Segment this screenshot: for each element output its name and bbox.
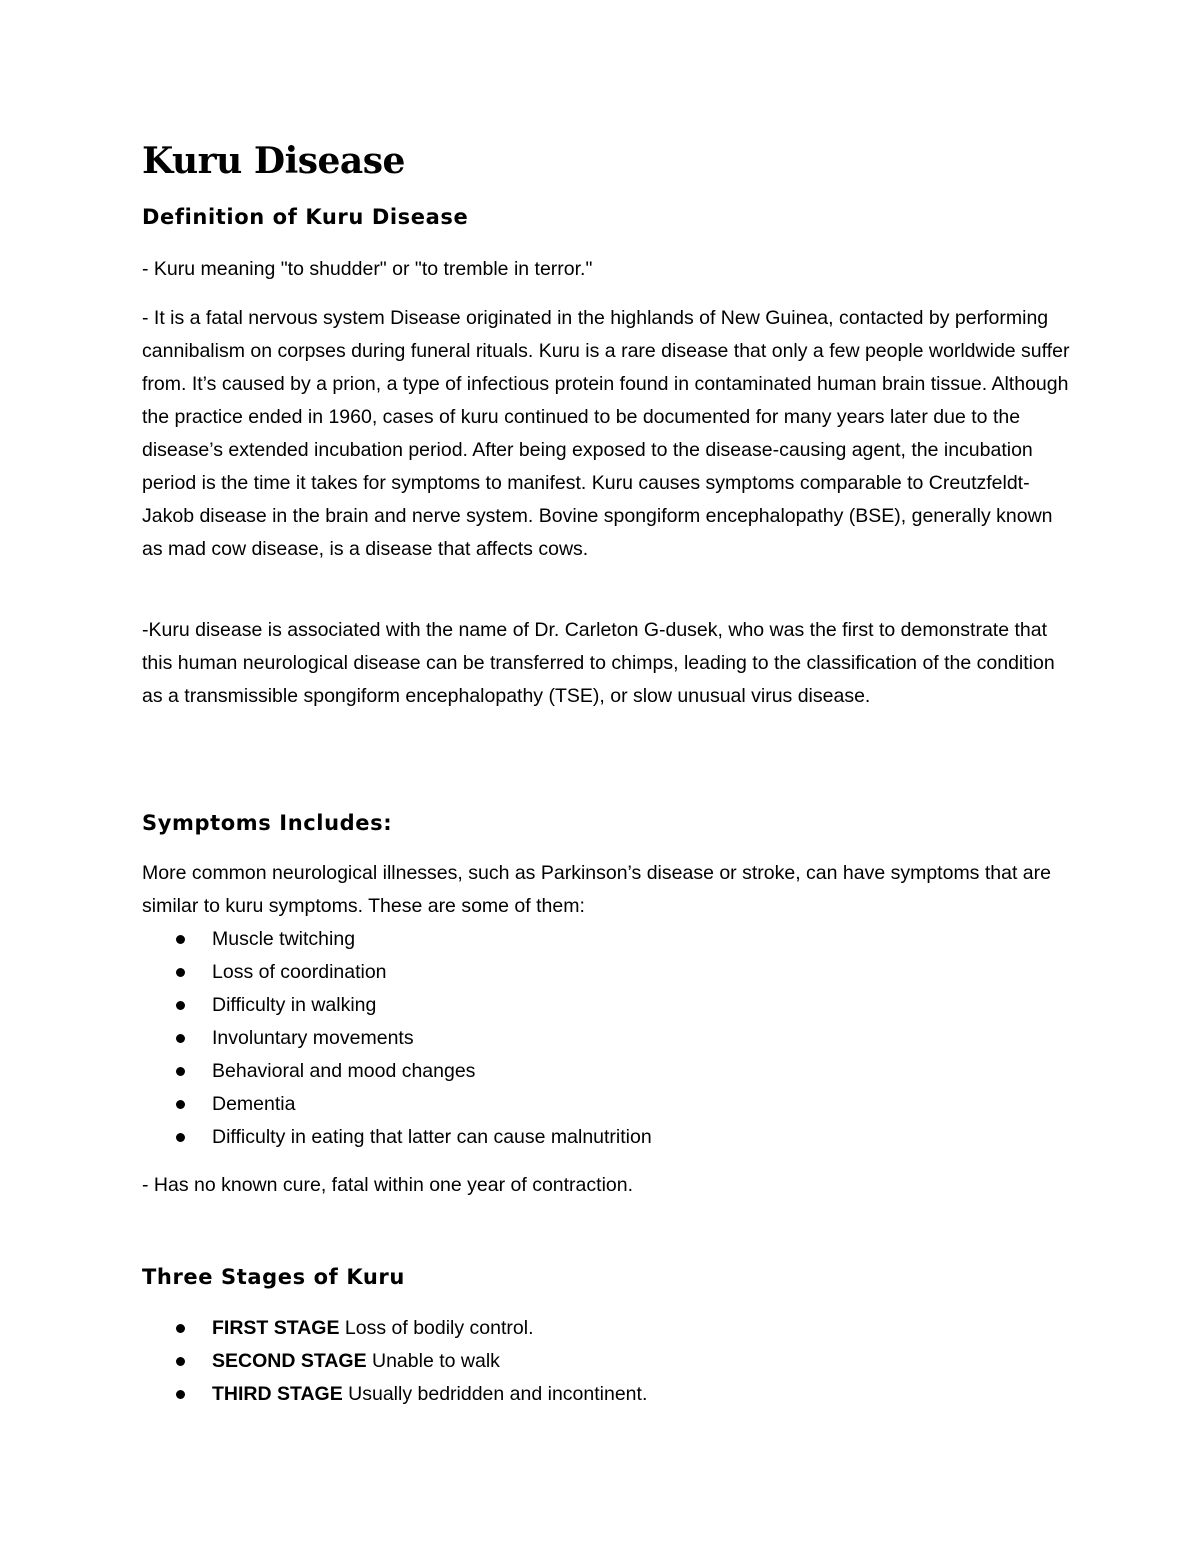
- stages-heading: Three Stages of Kuru: [142, 1265, 405, 1289]
- bullet-icon: [176, 935, 185, 944]
- symptoms-heading: Symptoms Includes:: [142, 811, 393, 835]
- definition-paragraph-history: -Kuru disease is associated with the name of Dr. Carleton G-dusek, who was the first to demonstrate that this human neurological disease can be transferred to chimps, leading to the classification of the condition as a transmissible spongiform encephalopathy (TSE), or slow unusual virus disease.: [142, 619, 1055, 707]
- list-item: Loss of coordination: [142, 956, 652, 989]
- stages-list: [142, 1312, 647, 1411]
- list-item: Difficulty in walking: [142, 989, 652, 1022]
- list-item: Muscle twitching: [142, 923, 652, 956]
- list-item: Behavioral and mood changes: [142, 1055, 652, 1088]
- stage-item-second: SECOND STAGE Unable to walk: [142, 1345, 647, 1378]
- symptoms-list: [142, 923, 652, 1154]
- bullet-icon: [176, 1100, 185, 1109]
- bullet-icon: [176, 1067, 185, 1076]
- document-title: Kuru Disease: [142, 140, 405, 182]
- stage-item-first: FIRST STAGE Loss of bodily control.: [142, 1312, 647, 1345]
- bullet-icon: [176, 1133, 185, 1142]
- definition-paragraph-description: - It is a fatal nervous system Disease originated in the highlands of New Guinea, contacted by performing cannibalism on corpses during funeral rituals. Kuru is a rare disease that only a few people worldwide suffer from. It’s caused by a prion, a type of infectious protein found in contaminated human brain tissue. Although the practice ended in 1960, cases of kuru continued to be documented for many years later due to the disease’s extended incubation period. After being exposed to the disease-causing agent, the incubation period is the time it takes for symptoms to manifest. Kuru causes symptoms comparable to Creutzfeldt-Jakob disease in the brain and nerve system. Bovine spongiform encephalopathy (BSE), generally known as mad cow disease, is a disease that affects cows.: [142, 307, 1070, 560]
- stage-item-third: THIRD STAGE Usually bedridden and incontinent.: [142, 1378, 647, 1411]
- definition-heading: Definition of Kuru Disease: [142, 205, 469, 229]
- bullet-icon: [176, 1357, 185, 1366]
- symptoms-note: - Has no known cure, fatal within one year of contraction.: [142, 1174, 634, 1196]
- bullet-icon: [176, 968, 185, 977]
- definition-paragraph-meaning: - Kuru meaning "to shudder" or "to tremble in terror.": [142, 258, 593, 280]
- bullet-icon: [176, 1001, 185, 1010]
- bullet-icon: [176, 1324, 185, 1333]
- list-item: Dementia: [142, 1088, 652, 1121]
- bullet-icon: [176, 1034, 185, 1043]
- list-item: Difficulty in eating that latter can cause malnutrition: [142, 1121, 652, 1154]
- symptoms-intro: More common neurological illnesses, such as Parkinson’s disease or stroke, can have symptoms that are similar to kuru symptoms. These are some of them:: [142, 862, 1051, 917]
- list-item: Involuntary movements: [142, 1022, 652, 1055]
- bullet-icon: [176, 1390, 185, 1399]
